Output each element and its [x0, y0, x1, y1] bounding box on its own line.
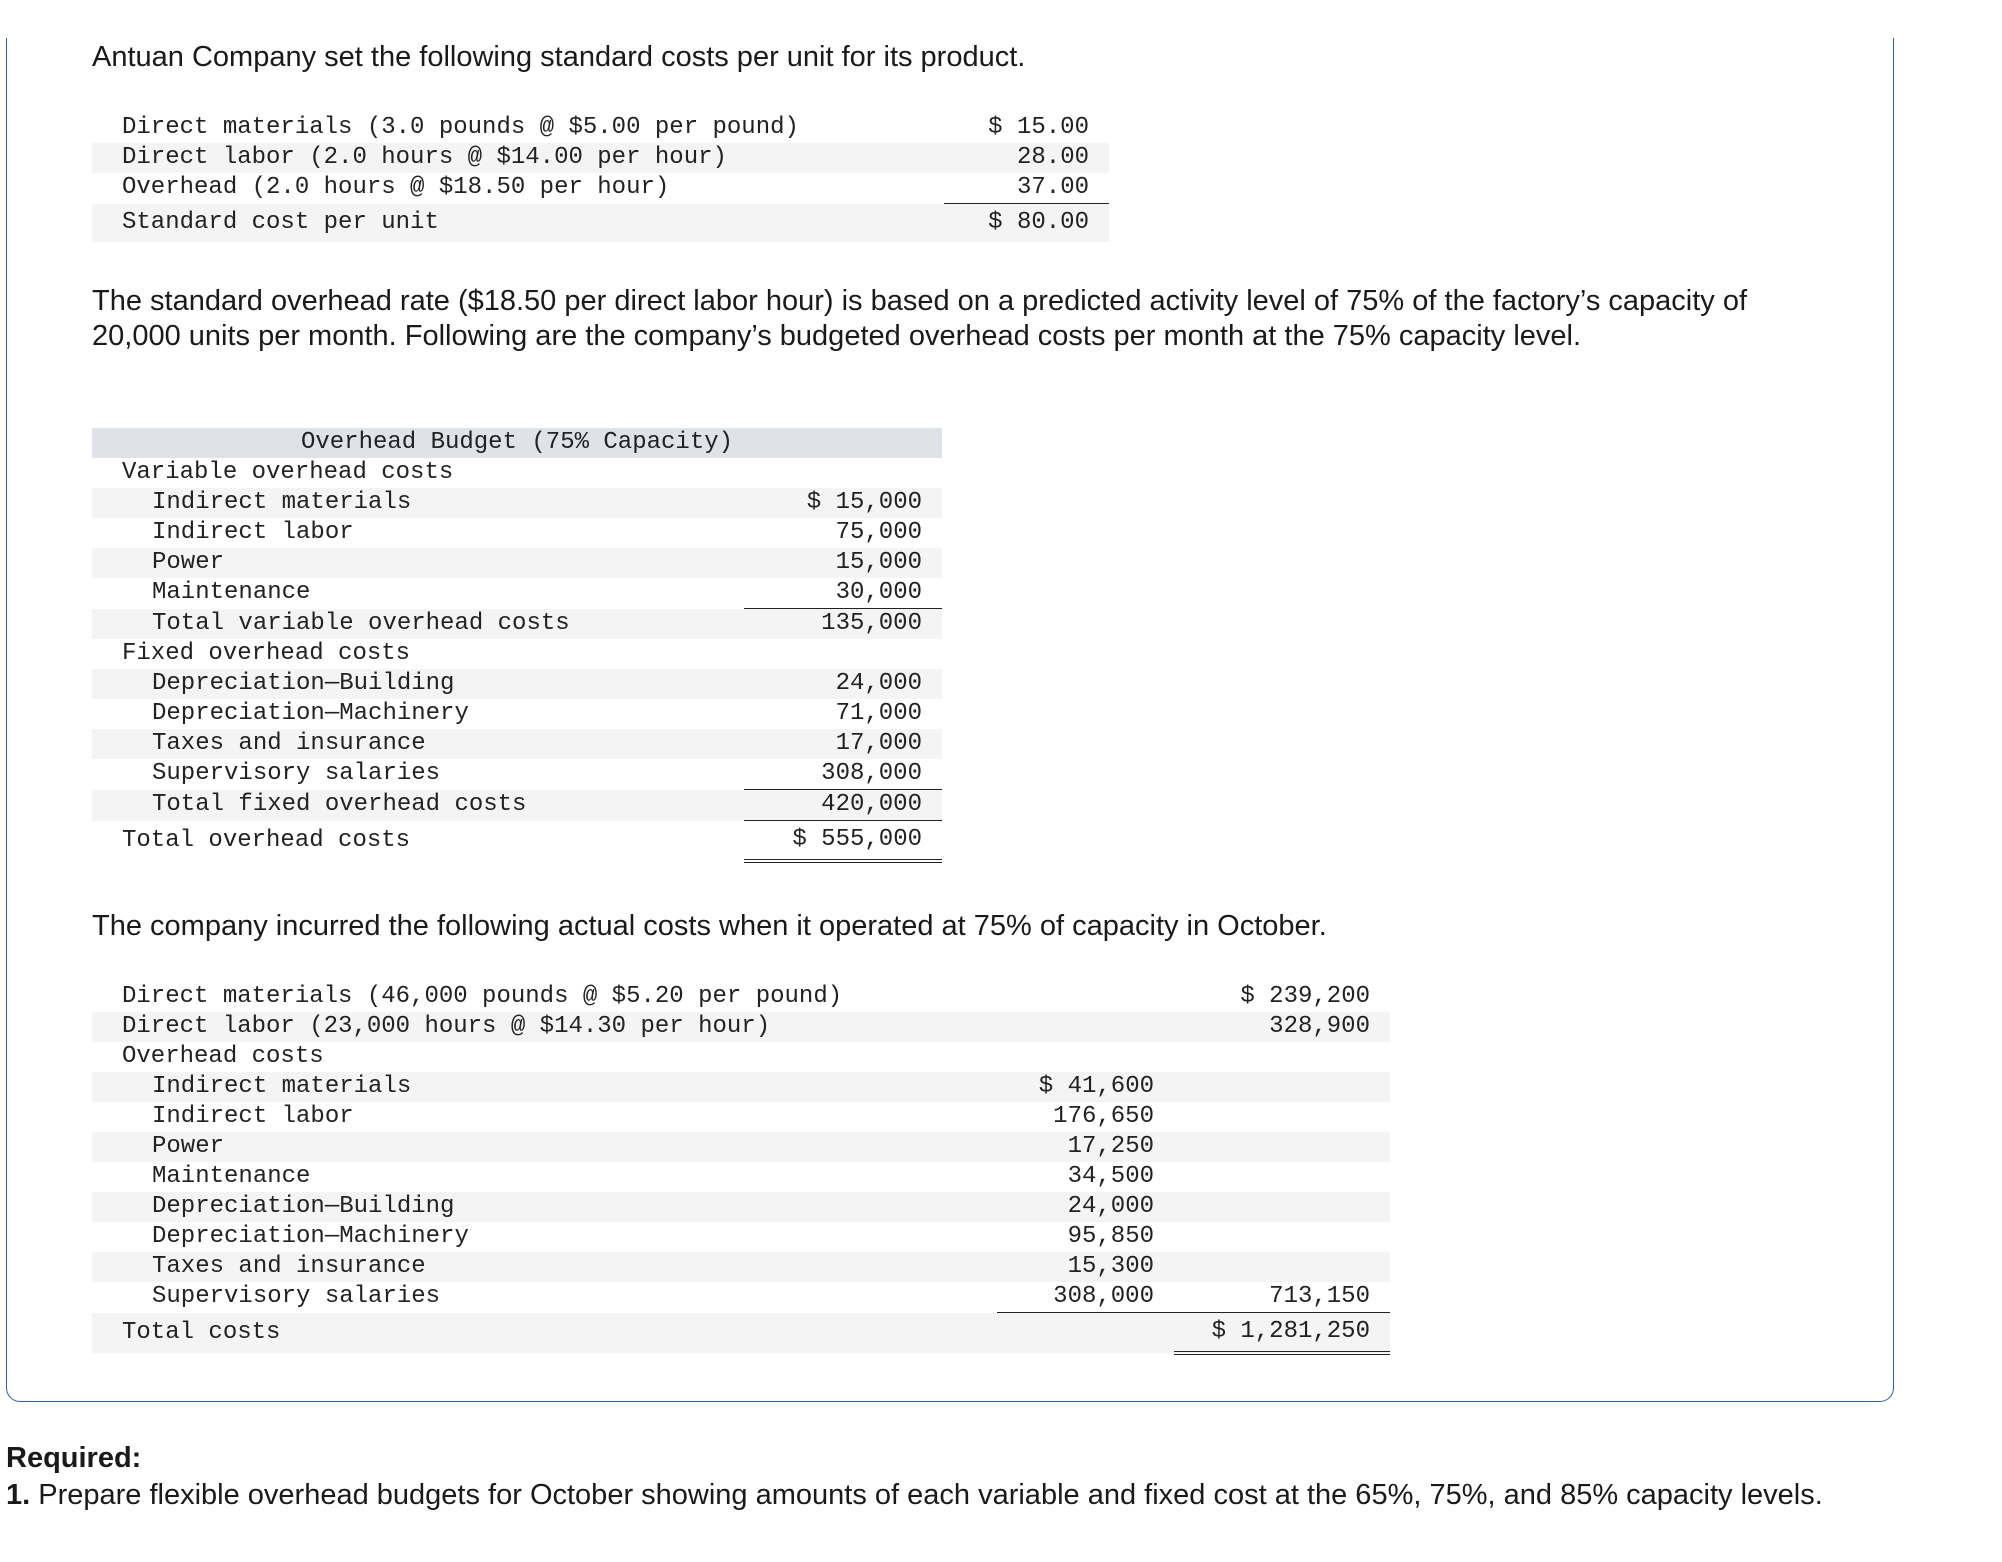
row-label: Depreciation—Building: [92, 1192, 997, 1222]
required-section: [6, 1440, 1966, 1514]
row-amount: 75,000: [835, 519, 922, 546]
table-row: [92, 1192, 1390, 1222]
row-label: Taxes and insurance: [92, 1252, 997, 1282]
row-amount: 308,000: [997, 1282, 1174, 1313]
row-amount: $ 239,200: [1240, 983, 1370, 1010]
row-amount: 71,000: [835, 700, 922, 727]
actual-costs-table: [92, 982, 1390, 1355]
table-header: [92, 428, 942, 458]
row-amount: 15,000: [744, 548, 942, 578]
total-overhead-label: Total overhead costs: [122, 826, 411, 854]
table-row: [92, 1132, 1390, 1162]
table-row: [92, 578, 942, 609]
actual-costs-paragraph: The company incurred the following actual costs when it operated at 75% of capacity in October.: [92, 910, 1327, 942]
table-row: [92, 1222, 1390, 1252]
table-row: [92, 729, 942, 759]
row-label: Taxes and insurance: [92, 729, 744, 759]
table-row: [92, 1102, 1390, 1132]
row-label: Supervisory salaries: [152, 1283, 441, 1311]
table-row: [92, 1012, 1390, 1042]
row-label: Supervisory salaries: [152, 760, 441, 788]
required-item-text: Prepare flexible overhead budgets for October showing amounts of each variable and fixed cost at the 65%, 75%, and 85% capacity levels.: [30, 1479, 1823, 1511]
row-amount: 24,000: [997, 1192, 1174, 1222]
row-label: Overhead (2.0 hours @ $18.50 per hour): [122, 174, 670, 202]
intro-text: Antuan Company set the following standard costs per unit for its product.: [92, 41, 1026, 73]
section-heading-row: [92, 639, 942, 669]
required-heading: Required:: [6, 1442, 142, 1474]
standard-costs-table: [92, 113, 1109, 242]
row-label: Direct labor (23,000 hours @ $14.30 per hour): [92, 1012, 997, 1042]
table-row: [92, 1162, 1390, 1192]
row-amount: 37.00: [944, 173, 1109, 204]
row-label: Depreciation—Building: [92, 669, 744, 699]
row-label: Direct labor (2.0 hours @ $14.00 per hour): [92, 143, 944, 173]
total-label: Standard cost per unit: [92, 204, 944, 243]
row-amount: 28.00: [944, 143, 1109, 173]
row-amount: $ 41,600: [997, 1072, 1174, 1102]
row-label: Maintenance: [152, 579, 311, 607]
table-row: [92, 669, 942, 699]
total-amount: $ 80.00: [944, 204, 1109, 243]
table-row: [92, 143, 1109, 173]
subtotal-row: [92, 790, 942, 821]
row-amount: 30,000: [744, 578, 942, 609]
required-item-number: 1.: [6, 1479, 31, 1511]
row-label: Indirect labor: [152, 1103, 354, 1130]
overhead-total-amount: 713,150: [1174, 1282, 1390, 1313]
total-variable-amount: 135,000: [744, 609, 942, 640]
row-label: Depreciation—Machinery: [152, 1223, 469, 1250]
row-label: Indirect labor: [152, 519, 354, 546]
row-label: Depreciation—Machinery: [152, 700, 469, 727]
total-row: [92, 204, 1109, 243]
table-row: [92, 173, 1109, 204]
row-label: Indirect materials: [92, 1072, 997, 1102]
row-amount: 176,650: [1053, 1103, 1154, 1130]
total-row: [92, 1313, 1390, 1354]
row-amount: 34,500: [1067, 1163, 1154, 1190]
variable-heading: Variable overhead costs: [122, 459, 454, 486]
table-row: [92, 488, 942, 518]
row-label: Indirect materials: [92, 488, 744, 518]
row-amount: 328,900: [1174, 1012, 1390, 1042]
total-fixed-label: Total fixed overhead costs: [92, 790, 744, 821]
row-amount: 15,300: [997, 1252, 1174, 1282]
row-amount: 95,850: [1067, 1223, 1154, 1250]
table-row: [92, 1072, 1390, 1102]
row-label: Maintenance: [152, 1163, 311, 1190]
table-row: [92, 113, 1109, 143]
overhead-budget-title: Overhead Budget (75% Capacity): [92, 428, 942, 458]
table-row: [92, 1282, 1390, 1313]
table-row: [92, 699, 942, 729]
row-amount: 24,000: [744, 669, 942, 699]
table-row: [92, 518, 942, 548]
overhead-rate-paragraph: The standard overhead rate ($18.50 per direct labor hour) is based on a predicted activity level of 75% of the factory’s capacity of 20,000 units per month. Following are the company’s budgeted overhead costs per month at the 75% capacity level.: [92, 285, 1748, 352]
row-amount: $ 15,000: [744, 488, 942, 518]
table-row: [92, 1252, 1390, 1282]
row-amount: 17,000: [744, 729, 942, 759]
row-amount: 17,250: [997, 1132, 1174, 1162]
row-amount: 308,000: [744, 759, 942, 790]
table-row: [92, 982, 1390, 1012]
subtotal-row: [92, 609, 942, 640]
total-row: [92, 821, 942, 862]
fixed-heading: Fixed overhead costs: [122, 640, 411, 667]
section-heading-row: [92, 458, 942, 488]
section-heading-row: [92, 1042, 1390, 1072]
row-label: Direct materials (46,000 pounds @ $5.20 per pound): [122, 983, 843, 1010]
row-label: Power: [92, 548, 744, 578]
total-costs-label: Total costs: [92, 1313, 997, 1354]
overhead-costs-heading: Overhead costs: [122, 1043, 324, 1070]
total-fixed-amount: 420,000: [744, 790, 942, 821]
row-label: Direct materials (3.0 pounds @ $5.00 per pound): [122, 114, 799, 141]
total-overhead-amount: $ 555,000: [744, 821, 942, 862]
table-row: [92, 759, 942, 790]
row-amount: $ 15.00: [988, 114, 1089, 141]
total-variable-label: Total variable overhead costs: [92, 609, 744, 640]
row-label: Power: [92, 1132, 997, 1162]
total-costs-amount: $ 1,281,250: [1174, 1313, 1390, 1354]
overhead-budget-table: [92, 428, 942, 863]
table-row: [92, 548, 942, 578]
